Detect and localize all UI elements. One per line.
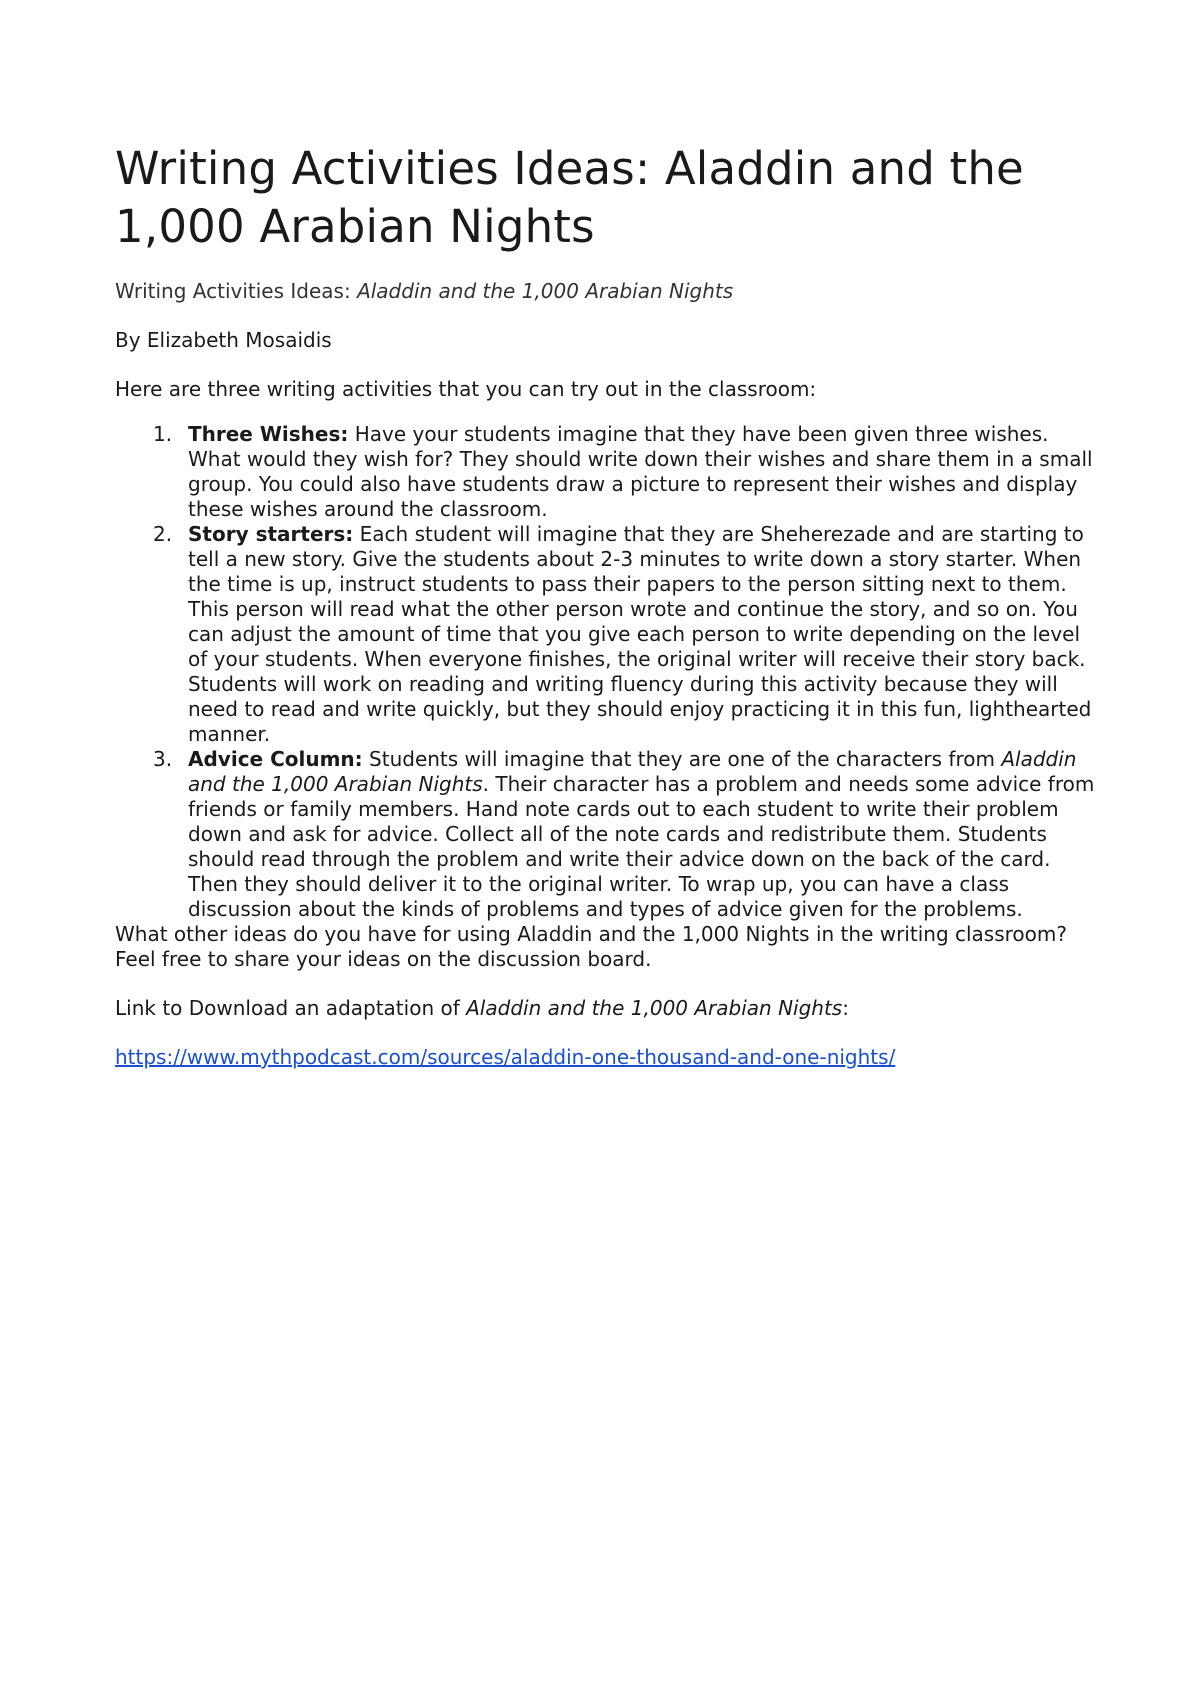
activity-heading: Three Wishes: <box>188 422 349 446</box>
closing-paragraph: What other ideas do you have for using Aladdin and the 1,000 Nights in the writing classroom? Feel free to share your ideas on the discussion board. <box>115 922 1067 971</box>
download-suffix: : <box>842 996 849 1020</box>
activity-text: Each student will imagine that they are Sheherezade and are starting to tell a new story. Give the students about 2-3 minutes to write down a story starter. When the time is up, instruct students to pass their papers to the person sitting next to them. This person will read what the other person wrote and continue the story, and so on. You can adjust the amount of time that you give each person to write depending on the level of your students. When everyone finishes, the original writer will receive their story back. Students will work on reading and writing fluency during this activity because they will need to read and write quickly, but they should enjoy practicing it in this fun, lighthearted manner. <box>188 522 1092 746</box>
document-content <box>115 140 1095 1070</box>
page-title: Writing Activities Ideas: Aladdin and the 1,000 Arabian Nights <box>115 142 1024 253</box>
activity-list <box>115 422 1095 922</box>
activity-heading: Story starters: <box>188 522 354 546</box>
activity-text: Have your students imagine that they have been given three wishes. What would they wish for? They should write down their wishes and share them in a small group. You could also have students draw a picture to represent their wishes and display these wishes around the classroom. <box>188 422 1093 521</box>
list-number: 2. <box>153 522 173 546</box>
download-book-title: Aladdin and the 1,000 Arabian Nights <box>466 996 843 1020</box>
url-line <box>115 1045 1095 1070</box>
subtitle-book-title: Aladdin and the 1,000 Arabian Nights <box>357 279 734 303</box>
activity-text: Students will imagine that they are one of the characters from <box>362 747 1002 771</box>
subtitle <box>115 278 1095 304</box>
list-number: 1. <box>153 422 173 446</box>
list-item <box>115 747 1095 922</box>
list-item <box>115 522 1095 747</box>
intro-paragraph: Here are three writing activities that you can try out in the classroom: <box>115 377 817 401</box>
download-line <box>115 996 1095 1021</box>
activity-heading: Advice Column: <box>188 747 363 771</box>
activity-book-title: Aladdin and the 1,000 Arabian Nights <box>188 747 1077 796</box>
byline: By Elizabeth Mosaidis <box>115 328 332 352</box>
list-number: 3. <box>153 747 173 771</box>
list-item <box>115 422 1095 522</box>
download-prefix: Link to Download an adaptation of <box>115 996 467 1020</box>
download-link[interactable]: https://www.mythpodcast.com/sources/aladdin-one-thousand-and-one-nights/ <box>115 1045 896 1069</box>
subtitle-prefix: Writing Activities Ideas: <box>115 279 358 303</box>
activity-text: . Their character has a problem and needs some advice from friends or family members. Hand note cards out to each student to write their problem down and ask for advice. Collect all of the note cards and redistribute them. Students should read through the problem and write their advice down on the back of the card. Then they should deliver it to the original writer. To wrap up, you can have a class discussion about the kinds of problems and types of advice given for the problems. <box>188 772 1095 921</box>
